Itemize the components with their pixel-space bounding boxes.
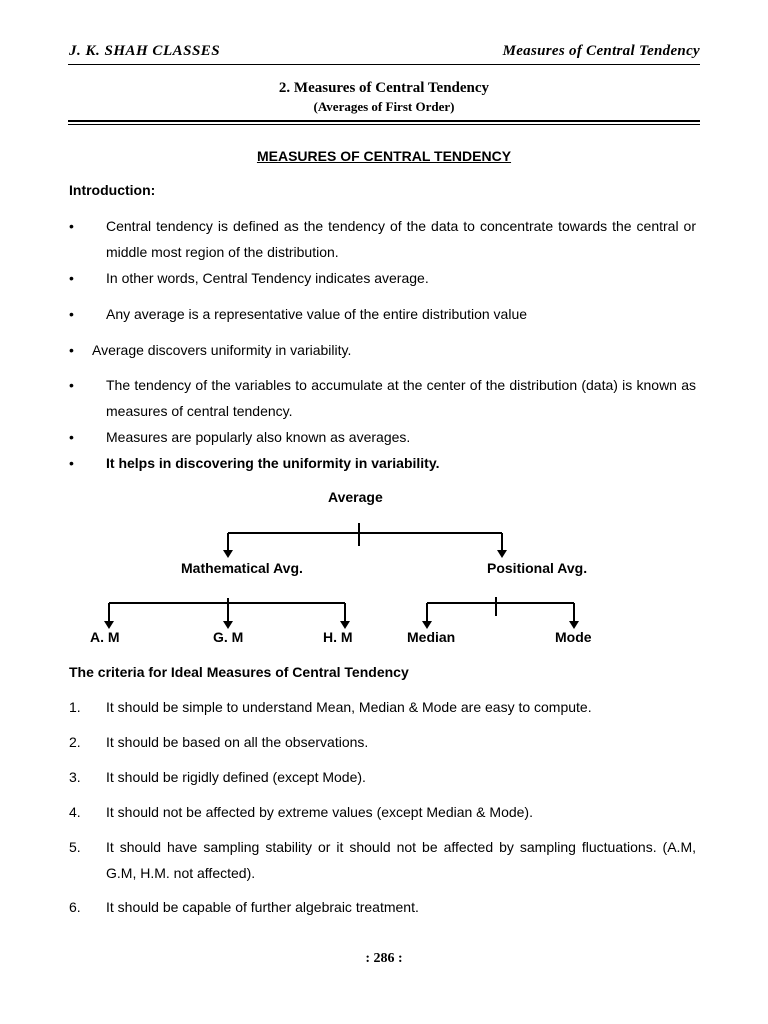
criteria-number: 5. [69, 839, 81, 855]
bullet-item: Measures are popularly also known as averages. [106, 429, 411, 445]
criteria-number: 3. [69, 769, 81, 785]
criteria-item: It should be rigidly defined (except Mode). [106, 769, 366, 785]
bullet-glyph: • [69, 429, 74, 445]
section-heading: MEASURES OF CENTRAL TENDENCY [256, 148, 512, 164]
bullet-glyph: • [69, 218, 74, 234]
bullet-glyph: • [69, 270, 74, 286]
intro-heading: Introduction: [69, 182, 156, 198]
tree-positional-label: Positional Avg. [487, 560, 588, 576]
criteria-item: It should be capable of further algebraic treatment. [106, 899, 419, 915]
tree-hm-label: H. M [323, 629, 353, 645]
criteria-item: It should be based on all the observations. [106, 734, 369, 750]
bullet-glyph: • [69, 455, 74, 471]
header-left: J. K. SHAH CLASSES [69, 43, 221, 59]
bullet-item-bold: It helps in discovering the uniformity in variability. [106, 455, 440, 471]
criteria-number: 6. [69, 899, 81, 915]
bullet-item: Central tendency is defined as the tendency of the data to concentrate towards the central or middle most region of the distribution. [106, 218, 696, 260]
criteria-number: 1. [69, 699, 81, 715]
criteria-number: 4. [69, 804, 81, 820]
criteria-item: It should have sampling stability or it should not be affected by sampling fluctuations. (A.M, G.M, H.M. not affected). [106, 839, 696, 881]
bullet-glyph: • [69, 377, 74, 393]
header-right: Measures of Central Tendency [502, 43, 700, 59]
bullet-glyph: • [69, 306, 74, 322]
criteria-item: It should not be affected by extreme values (except Median & Mode). [106, 804, 533, 820]
bullet-item: In other words, Central Tendency indicates average. [106, 270, 429, 286]
tree-gm-label: G. M [213, 629, 244, 645]
tree-mode-label: Mode [555, 629, 592, 645]
tree-am-label: A. M [90, 629, 120, 645]
bullet-glyph: • [69, 342, 74, 358]
page-number: : 286 : [365, 951, 403, 966]
bullet-item: Any average is a representative value of the entire distribution value [106, 306, 528, 322]
bullet-item: Average discovers uniformity in variability. [92, 342, 352, 358]
criteria-number: 2. [69, 734, 81, 750]
criteria-item: It should be simple to understand Mean, Median & Mode are easy to compute. [106, 699, 592, 715]
criteria-heading: The criteria for Ideal Measures of Central Tendency [69, 664, 409, 680]
bullet-item: The tendency of the variables to accumulate at the center of the distribution (data) is known as measures of central tendency. [106, 377, 696, 419]
tree-mathematical-label: Mathematical Avg. [181, 560, 303, 576]
tree-median-label: Median [407, 629, 456, 645]
tree-root-label: Average [328, 489, 383, 505]
document-title: 2. Measures of Central Tendency [278, 80, 490, 96]
document-subtitle: (Averages of First Order) [313, 99, 455, 114]
